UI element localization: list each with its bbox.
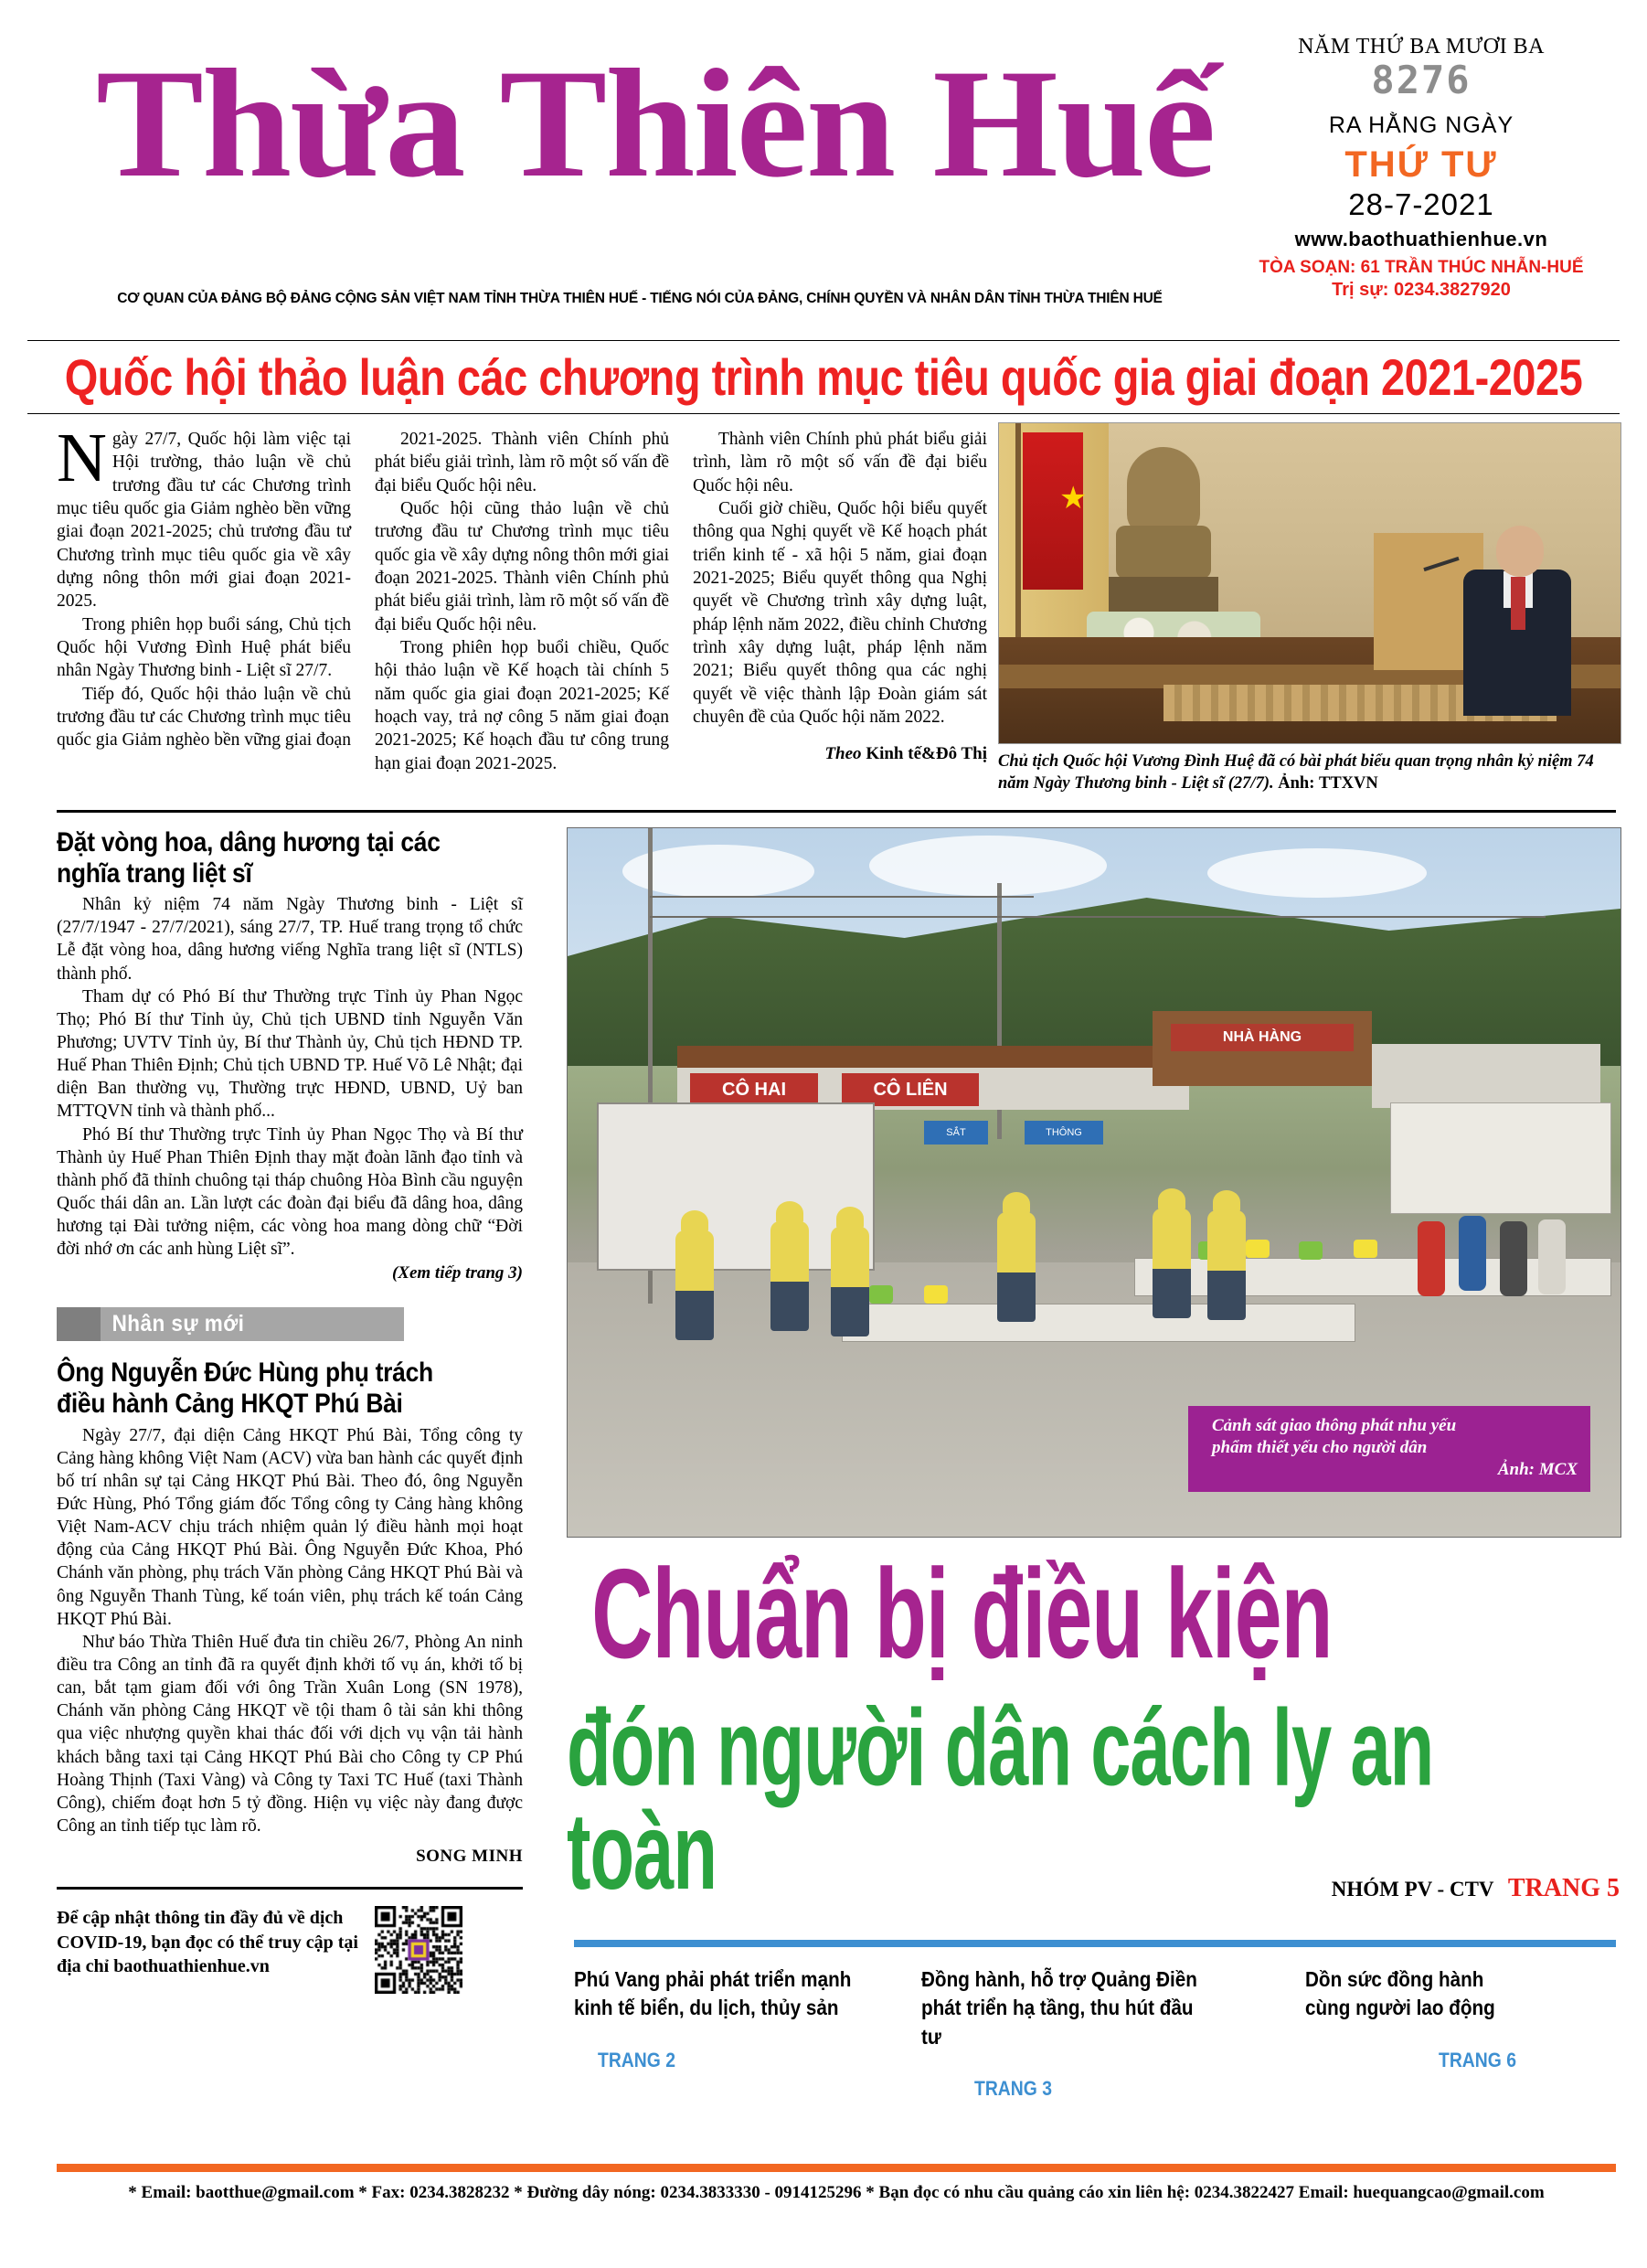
star-icon: ★ (1059, 482, 1088, 516)
article3-headline-line2: điều hành Cảng HKQT Phú Bài (57, 1389, 403, 1420)
teaser-item[interactable] (1269, 1965, 1616, 2101)
section-tag-label: Nhân sự mới (112, 1311, 245, 1337)
lead-article-body (57, 420, 989, 775)
article3-body (57, 1424, 523, 1838)
covid-info-text: Để cập nhật thông tin đầy đủ về dịch COVID-19, bạn đọc có thể truy cập tại địa chỉ baothuathienhue.vn (57, 1908, 358, 1977)
covid-info-box (57, 1887, 523, 1994)
feature-page-ref[interactable]: TRANG 5 (1507, 1874, 1620, 1902)
qr-code-canvas (375, 1906, 462, 1994)
article2-see-more[interactable]: (Xem tiếp trang 3) (391, 1263, 523, 1283)
article3-headline[interactable] (57, 1358, 467, 1419)
masthead-info (1243, 35, 1599, 301)
table-shape (842, 1304, 1355, 1342)
roof-shape (677, 1046, 1189, 1068)
lead-credit-source: Kinh tế&Đô Thị (866, 744, 987, 764)
teaser-row (574, 1965, 1616, 2101)
teaser-line2: cùng người lao động (1305, 1996, 1495, 2020)
article3-paragraph: Như báo Thừa Thiên Huế đưa tin chiều 26/7, Phòng An ninh điều tra Công an tỉnh đã ra quyết định khởi tố vụ án, khởi tố bị can, bắt tạm giam đối với ông Trần Xuân Long (SN 1978), Chánh văn phòng Cảng HKQT về tội tham ô tài sản khi thông qua việc nhượng quyền khai thác đối với dịch vụ vận tải hành khách bằng taxi tại Cảng HKQT Phú Bài cho Công ty CP Phú Hoàng Thịnh (Taxi Vàng) và Công ty Taxi TC Huế (taxi Thành Công), chiếm đoạt hơn 5 tỷ đồng. Hiện vụ việc này đang được Công an tỉnh tiếp tục làm rõ. (57, 1632, 523, 1837)
teaser-divider (574, 1940, 1616, 1947)
weekday-label: THỨ TƯ (1344, 144, 1498, 186)
article2-body (57, 893, 523, 1261)
feature-byline: NHÓM PV - CTV (1331, 1878, 1494, 1901)
main-photo-caption-line1: Cảnh sát giao thông phát nhu yếu (1212, 1416, 1457, 1435)
lead-paragraph: gày 27/7, Quốc hội làm việc tại Hội trường, thảo luận về chủ trương đầu tư các Chương trình mục tiêu quốc gia Giảm nghèo bền vững giai đoạn 2021-2025; chủ trương đầu tư Chương trình mục tiêu quốc gia về xây dựng nông thôn mới giai đoạn 2021-2025. (57, 430, 351, 612)
article2-headline[interactable] (57, 827, 467, 889)
article2-headline-line1: Đặt vòng hoa, dâng hương tại các (57, 827, 441, 857)
main-photo-credit-row (1212, 1459, 1578, 1481)
tent-shape (1390, 1102, 1611, 1214)
lead-credit (693, 743, 987, 766)
article2-headline-line2: nghĩa trang liệt sĩ (57, 857, 252, 889)
person-figure (1538, 1219, 1566, 1294)
lead-photo-credit-label: Ảnh: (1278, 773, 1315, 793)
divider-top (27, 340, 1620, 341)
lead-paragraph: Cuối giờ chiều, Quốc hội biểu quyết thông qua Nghị quyết về Kế hoạch phát triển kinh tế - xã hội 5 năm, giai đoạn 2021-2025; Biểu quyết thông qua Nghị quyết về Chương trình xây dựng luật, pháp lệnh năm 2022, điều chỉnh Chương trình xây dựng luật, pháp lệnh năm 2021; Biểu quyết thông qua các nghị quyết về việc thành lập Đoàn giám sát chuyên đề của Quốc hội năm 2022. (693, 499, 987, 728)
frequency-label: RA HẰNG NGÀY (1328, 112, 1514, 139)
supply-bag-shape (869, 1285, 893, 1304)
lead-headline[interactable]: Quốc hội thảo luận các chương trình mục tiêu quốc gia giai đoạn 2021-2025 (64, 348, 1583, 406)
divider-under-lead-headline (27, 413, 1620, 414)
divider-mid (57, 810, 1616, 813)
lead-photo-credit: TTXVN (1318, 773, 1378, 793)
left-column (57, 827, 523, 1994)
main-photo-caption (1188, 1406, 1590, 1492)
teaser-page-ref[interactable]: TRANG 6 (1439, 2048, 1516, 2071)
speaker-tie-shape (1511, 577, 1525, 630)
shop-sign: THÔNG (1025, 1121, 1103, 1145)
power-line-shape (650, 916, 1546, 918)
traffic-police-figure (831, 1227, 869, 1336)
lead-paragraph: Trong phiên họp buổi sáng, Chủ tịch Quốc hội Vương Đình Huệ phát biểu nhân Ngày Thương binh - Liệt sĩ 27/7. (57, 614, 351, 681)
shop-sign: NHÀ HÀNG (1171, 1024, 1354, 1051)
footer-contact-line: * Email: baotthue@gmail.com * Fax: 0234.3828232 * Đường dây nóng: 0234.3833330 - 0914125296 * Bạn đọc có nhu cầu quảng cáo xin liên hệ: 0234.3822427 Email: huequangcao@gmail.com (128, 2183, 1545, 2202)
speaker-head-shape (1496, 526, 1544, 577)
person-figure (1500, 1221, 1527, 1296)
teaser-line1: Đồng hành, hỗ trợ Quảng Điền (921, 1967, 1197, 1991)
shop-sign: SẮT (924, 1121, 988, 1145)
teaser-line2: kinh tế biển, du lịch, thủy sản (574, 1996, 839, 2020)
bust-head-shape (1127, 447, 1200, 535)
lead-credit-prefix: Theo (824, 744, 862, 764)
main-photo-credit-label: Ảnh: (1497, 1459, 1535, 1479)
cloud-shape (1207, 848, 1427, 898)
website-url[interactable]: www.baothuathienhue.vn (1294, 228, 1548, 251)
supply-bag-shape (1246, 1240, 1270, 1258)
lead-paragraph: Quốc hội cũng thảo luận về chủ trương đầu tư Chương trình mục tiêu quốc gia về xây dựng nông thôn mới giai đoạn 2021-2025. Thành viên Chính phủ phát biểu giải trình, làm rõ một số vấn đề đại biểu Quốc hội nêu. (375, 499, 669, 634)
main-photo-credit: MCX (1538, 1459, 1578, 1479)
lead-column-1 (57, 420, 351, 775)
article3-byline: SONG MINH (416, 1847, 523, 1867)
flagpole-shape (1015, 423, 1021, 652)
main-photo-caption-line2: phẩm thiết yếu cho người dân (1212, 1437, 1428, 1457)
lead-paragraph: Trong phiên họp buổi chiều, Quốc hội thảo luận về Kế hoạch tài chính 5 năm quốc gia giai đoạn 2021-2025; Kế hoạch vay, trả nợ công 5 năm giai đoạn 2021-2025; Kế hoạch đầu tư công trung hạn giai đoạn 2021-2025. (375, 638, 669, 773)
masthead-tagline: CƠ QUAN CỦA ĐẢNG BỘ ĐẢNG CỘNG SẢN VIỆT NAM TỈNH THỪA THIÊN HUẾ - TIẾNG NÓI CỦA ĐẢNG, CHÍNH QUYỀN VÀ NHÂN DÂN TỈNH THỪA THIÊN HUẾ (117, 291, 1163, 306)
supply-bag-shape (1354, 1240, 1377, 1258)
drop-cap: N (57, 420, 107, 496)
lead-column-3 (693, 428, 987, 775)
traffic-police-figure (770, 1221, 809, 1331)
traffic-police-figure (997, 1212, 1036, 1322)
footer-divider (57, 2164, 1616, 2172)
office-address: TÒA SOẠN: 61 TRẦN THÚC NHẪN-HUẾ (1259, 258, 1584, 278)
lead-photo-art (999, 423, 1620, 743)
person-figure (1418, 1221, 1445, 1296)
bust-body-shape (1116, 526, 1211, 579)
teaser-item[interactable] (921, 1965, 1269, 2101)
awning-shape (1372, 1044, 1600, 1108)
traffic-police-figure (675, 1230, 714, 1340)
issue-number: 8276 (1371, 58, 1472, 102)
newspaper-title: Thừa Thiên Huế (96, 37, 1215, 209)
volume-year: NĂM THỨ BA MƯƠI BA (1298, 35, 1545, 59)
feature-headline-line2: đón người dân cách ly an toàn (567, 1688, 1434, 1912)
publication-date: 28-7-2021 (1348, 187, 1494, 222)
article2-paragraph: Tham dự có Phó Bí thư Thường trực Tỉnh ủy Phan Ngọc Thọ; Phó Bí thư Tỉnh ủy, Chủ tịch UBND tỉnh Nguyễn Văn Phương; UVTV Tỉnh ủy, Bí thư Thành ủy, Chủ tịch HĐND TP. Huế Phan Thiên Định; Chủ tịch UBND TP. Huế Võ Lê Nhật; đại diện Ban thường vụ, Thường trực HĐND, UBND, Uỷ ban MTTQVN tỉnh và thành phố... (57, 986, 523, 1122)
supply-bag-shape (924, 1285, 948, 1304)
feature-byline-row (567, 1874, 1620, 1903)
article2-paragraph: Phó Bí thư Thường trực Tỉnh ủy Phan Ngọc Thọ và Bí thư Thành ủy Huế Phan Thiên Định thay mặt đoàn lãnh đạo tỉnh và thành phố đã thỉnh chuông tại tháp chuông Hòa Bình cầu nguyện Quốc thái dân an. Lần lượt các đoàn đại biểu đã dâng hoa, dâng hương tại Đài tưởng niệm, các vòng hoa mang dòng chữ “Đời đời nhớ ơn các anh hùng Liệt sĩ”. (57, 1124, 523, 1260)
teaser-item[interactable] (574, 1965, 921, 2101)
teaser-line2: phát triển hạ tầng, thu hút đầu tư (921, 1996, 1194, 2049)
article2-paragraph: Nhân kỷ niệm 74 năm Ngày Thương binh - Liệt sĩ (27/7/1947 - 27/7/2021), sáng 27/7, TP. Huế trang trọng tổ chức Lễ đặt vòng hoa, dâng hương viếng Nghĩa trang liệt sĩ (NTLS) thành phố. (57, 895, 523, 984)
person-figure (1459, 1216, 1486, 1291)
teaser-line1: Dồn sức đồng hành (1305, 1967, 1484, 1991)
section-tag-band (101, 1307, 404, 1341)
hill-shape (568, 883, 1620, 1066)
vietnam-flag-icon (1023, 432, 1088, 590)
supply-bag-shape (1299, 1241, 1323, 1260)
article3-paragraph: Ngày 27/7, đại diện Cảng HKQT Phú Bài, Tổng công ty Cảng hàng không Việt Nam (ACV) vừa ban hành các quyết định bố trí nhân sự tại Cảng HKQT Phú Bài. Theo đó, ông Nguyễn Đức Hùng, Phó Tổng giám đốc Tổng công ty Cảng hàng không Việt Nam-ACV chịu trách nhiệm quản lý điều hành mọi hoạt động của Cảng HKQT Phú Bài. Ông Nguyễn Đức Khoa, Phó Chánh văn phòng, phụ trách Văn phòng Cảng HKQT Phú Bài và ông Nguyễn Thanh Tùng, kế toán viên, phụ trách kế toán Cảng HKQT Phú Bài. (57, 1425, 523, 1629)
masthead-logo (96, 37, 1248, 209)
traffic-police-figure (1153, 1209, 1191, 1318)
office-phone: Trị sự: 0234.3827920 (1332, 280, 1511, 301)
shop-sign: CÔ HAI (690, 1073, 818, 1106)
teaser-page-ref[interactable]: TRANG 3 (974, 2076, 1052, 2100)
qr-code[interactable] (375, 1906, 462, 1994)
traffic-police-figure (1207, 1210, 1246, 1320)
lead-photo-caption (998, 751, 1620, 794)
power-line-shape (650, 896, 1034, 898)
lead-photo-caption-text: Chủ tịch Quốc hội Vương Đình Huệ đã có bài phát biểu quan trọng nhân kỷ niệm 74 năm Ngày Thương binh - Liệt sĩ (27/7). (998, 752, 1594, 793)
feature-headline-line1: Chuẩn bị điều kiện (591, 1543, 1333, 1686)
lead-column-2 (375, 428, 669, 775)
article3-headline-line1: Ông Nguyễn Đức Hùng phụ trách (57, 1358, 433, 1389)
lead-paragraph: Tiếp đó, Quốc hội thảo luận về chủ trương đầu tư các Chương trình mục tiêu quốc gia Giảm nghèo bền vững giai đoạn (57, 684, 351, 751)
cloud-shape (869, 836, 1107, 896)
lead-paragraph: Thành viên Chính phủ phát biểu giải trình, làm rõ một số vấn đề đại biểu Quốc hội nêu. (693, 430, 987, 495)
lead-paragraph: 2021-2025. Thành viên Chính phủ phát biểu giải trình, làm rõ một số vấn đề đại biểu Quốc hội nêu. (375, 430, 669, 495)
section-tag-bar (57, 1307, 404, 1341)
teaser-page-ref[interactable]: TRANG 2 (598, 2048, 675, 2071)
lead-photo (998, 422, 1621, 744)
teaser-line1: Phú Vang phải phát triển mạnh (574, 1967, 852, 1991)
shop-sign: CÔ LIÊN (842, 1073, 979, 1106)
section-tag-square (57, 1307, 101, 1341)
